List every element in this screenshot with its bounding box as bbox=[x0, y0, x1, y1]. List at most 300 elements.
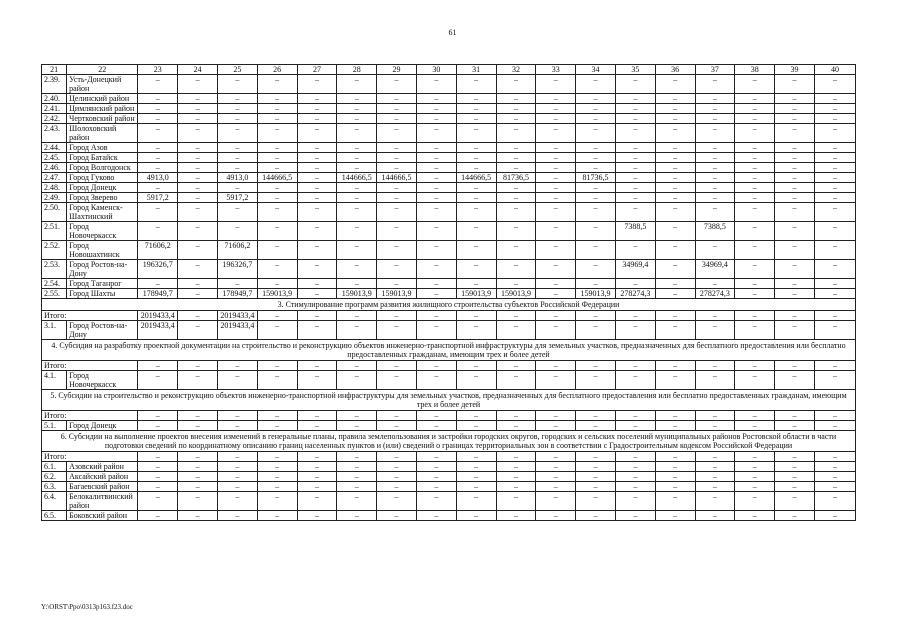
row-number-cell: 2.45. bbox=[42, 153, 67, 163]
value-cell: – bbox=[138, 75, 178, 94]
value-cell: – bbox=[536, 193, 576, 203]
total-value-cell: – bbox=[576, 411, 616, 421]
value-cell: – bbox=[416, 482, 456, 492]
total-value-cell: – bbox=[257, 411, 297, 421]
table-row bbox=[42, 279, 856, 289]
total-value-cell: – bbox=[337, 361, 377, 371]
value-cell: – bbox=[615, 163, 655, 173]
row-number-cell: 2.41. bbox=[42, 104, 67, 114]
value-cell: – bbox=[377, 321, 417, 340]
value-cell: – bbox=[217, 104, 257, 114]
value-cell: – bbox=[735, 124, 775, 143]
row-number-cell: 2.44. bbox=[42, 143, 67, 153]
value-cell: – bbox=[814, 203, 855, 222]
value-cell: 81736,5 bbox=[576, 173, 616, 183]
total-value-cell: – bbox=[775, 452, 815, 462]
value-cell: – bbox=[536, 241, 576, 260]
section-title: 6. Субсидии на выполнение проектов внесения изменений в генеральные планы, правила землепользования и застройки городских округов, городских и сельских поселений муниципальных районов Ростовской области в части подготовки сведений по координатному описанию границ населенных пунктов и (или) сведений о границах территориальных зон в соответствии с Градостроительным кодексом Российской Федерации bbox=[42, 431, 856, 452]
total-value-cell: – bbox=[775, 311, 815, 321]
total-value-cell: – bbox=[337, 452, 377, 462]
value-cell: 4913,0 bbox=[138, 173, 178, 183]
table-row bbox=[42, 421, 856, 431]
value-cell: – bbox=[257, 203, 297, 222]
value-cell: – bbox=[814, 421, 855, 431]
value-cell: – bbox=[257, 511, 297, 521]
value-cell: – bbox=[576, 260, 616, 279]
value-cell: – bbox=[138, 279, 178, 289]
value-cell: – bbox=[337, 193, 377, 203]
row-number-cell: 2.47. bbox=[42, 173, 67, 183]
value-cell: – bbox=[775, 421, 815, 431]
section-header-row bbox=[42, 299, 856, 311]
value-cell: – bbox=[814, 193, 855, 203]
value-cell: – bbox=[735, 260, 775, 279]
value-cell: – bbox=[496, 492, 536, 511]
value-cell: – bbox=[297, 241, 337, 260]
row-number-cell: 6.3. bbox=[42, 482, 67, 492]
value-cell: – bbox=[496, 421, 536, 431]
value-cell: – bbox=[456, 511, 496, 521]
value-cell: – bbox=[775, 462, 815, 472]
value-cell: – bbox=[337, 321, 377, 340]
table-row bbox=[42, 163, 856, 173]
total-row bbox=[42, 411, 856, 421]
value-cell: – bbox=[615, 511, 655, 521]
value-cell: – bbox=[536, 279, 576, 289]
section-title: 3. Стимулирование программ развития жилищного строительства субъектов Российской Федерации bbox=[42, 299, 856, 311]
total-value-cell: – bbox=[377, 361, 417, 371]
value-cell: – bbox=[695, 203, 735, 222]
value-cell: – bbox=[735, 472, 775, 482]
value-cell: – bbox=[695, 153, 735, 163]
value-cell: – bbox=[138, 371, 178, 390]
total-value-cell: – bbox=[695, 411, 735, 421]
value-cell: 159013,9 bbox=[377, 289, 417, 299]
column-header: 28 bbox=[337, 65, 377, 75]
value-cell: – bbox=[178, 193, 218, 203]
budget-table bbox=[41, 64, 856, 521]
value-cell: – bbox=[576, 203, 616, 222]
value-cell: – bbox=[456, 203, 496, 222]
value-cell: – bbox=[695, 114, 735, 124]
value-cell: – bbox=[217, 482, 257, 492]
value-cell: – bbox=[735, 193, 775, 203]
value-cell: 81736,5 bbox=[496, 173, 536, 183]
municipality-name-cell: Азовский район bbox=[67, 462, 138, 472]
value-cell: – bbox=[735, 104, 775, 114]
value-cell: – bbox=[576, 124, 616, 143]
value-cell: – bbox=[456, 114, 496, 124]
table-row bbox=[42, 153, 856, 163]
municipality-name-cell: Шолоховский район bbox=[67, 124, 138, 143]
municipality-name-cell: Город Ростов-на-Дону bbox=[67, 321, 138, 340]
value-cell: – bbox=[496, 241, 536, 260]
section-header-row bbox=[42, 340, 856, 361]
value-cell: – bbox=[814, 94, 855, 104]
section-header-row bbox=[42, 431, 856, 452]
value-cell: 159013,9 bbox=[337, 289, 377, 299]
value-cell: – bbox=[257, 321, 297, 340]
total-value-cell: – bbox=[536, 411, 576, 421]
column-header: 36 bbox=[655, 65, 695, 75]
value-cell: – bbox=[217, 94, 257, 104]
value-cell: – bbox=[178, 124, 218, 143]
total-value-cell: – bbox=[377, 411, 417, 421]
total-value-cell: – bbox=[456, 452, 496, 462]
value-cell: – bbox=[576, 472, 616, 482]
value-cell: – bbox=[775, 124, 815, 143]
value-cell: – bbox=[814, 511, 855, 521]
value-cell: – bbox=[615, 104, 655, 114]
value-cell: – bbox=[536, 371, 576, 390]
row-number-cell: 2.42. bbox=[42, 114, 67, 124]
value-cell: – bbox=[576, 241, 616, 260]
value-cell: – bbox=[178, 241, 218, 260]
value-cell: – bbox=[257, 114, 297, 124]
value-cell: – bbox=[536, 511, 576, 521]
value-cell: – bbox=[297, 492, 337, 511]
value-cell: – bbox=[416, 183, 456, 193]
value-cell: – bbox=[695, 421, 735, 431]
value-cell: – bbox=[178, 94, 218, 104]
value-cell: – bbox=[337, 203, 377, 222]
value-cell: – bbox=[456, 143, 496, 153]
value-cell: – bbox=[735, 94, 775, 104]
value-cell: – bbox=[337, 241, 377, 260]
total-value-cell: – bbox=[536, 361, 576, 371]
value-cell: – bbox=[695, 94, 735, 104]
value-cell: – bbox=[775, 173, 815, 183]
table-row bbox=[42, 511, 856, 521]
row-number-cell: 5.1. bbox=[42, 421, 67, 431]
value-cell: – bbox=[138, 222, 178, 241]
value-cell: – bbox=[655, 511, 695, 521]
total-value-cell: – bbox=[655, 361, 695, 371]
value-cell: – bbox=[416, 511, 456, 521]
column-header-row bbox=[42, 65, 856, 75]
table-row bbox=[42, 143, 856, 153]
municipality-name-cell: Боковский район bbox=[67, 511, 138, 521]
total-value-cell: – bbox=[576, 361, 616, 371]
value-cell: – bbox=[655, 94, 695, 104]
value-cell: – bbox=[814, 163, 855, 173]
value-cell: – bbox=[536, 143, 576, 153]
table-row bbox=[42, 173, 856, 183]
municipality-name-cell: Белокалитвинский район bbox=[67, 492, 138, 511]
value-cell: – bbox=[456, 222, 496, 241]
value-cell: – bbox=[297, 114, 337, 124]
value-cell: – bbox=[297, 173, 337, 183]
value-cell: – bbox=[217, 124, 257, 143]
value-cell: – bbox=[695, 173, 735, 183]
value-cell: – bbox=[655, 124, 695, 143]
value-cell: – bbox=[536, 492, 576, 511]
value-cell: – bbox=[217, 279, 257, 289]
table-row bbox=[42, 124, 856, 143]
value-cell: 178949,7 bbox=[217, 289, 257, 299]
column-header: 35 bbox=[615, 65, 655, 75]
value-cell: – bbox=[496, 472, 536, 482]
column-header: 24 bbox=[178, 65, 218, 75]
value-cell: – bbox=[695, 371, 735, 390]
total-value-cell: 2019433,4 bbox=[217, 311, 257, 321]
value-cell: 278274,3 bbox=[615, 289, 655, 299]
value-cell: – bbox=[775, 183, 815, 193]
row-number-cell: 6.1. bbox=[42, 462, 67, 472]
value-cell: – bbox=[297, 75, 337, 94]
value-cell: – bbox=[456, 371, 496, 390]
row-number-cell: 6.5. bbox=[42, 511, 67, 521]
value-cell: – bbox=[735, 114, 775, 124]
value-cell: – bbox=[297, 260, 337, 279]
total-value-cell: – bbox=[695, 311, 735, 321]
value-cell: – bbox=[377, 511, 417, 521]
value-cell: – bbox=[257, 260, 297, 279]
row-number-cell: 6.4. bbox=[42, 492, 67, 511]
value-cell: – bbox=[576, 153, 616, 163]
value-cell: – bbox=[576, 94, 616, 104]
row-number-cell: 2.46. bbox=[42, 163, 67, 173]
value-cell: – bbox=[416, 279, 456, 289]
total-value-cell: – bbox=[576, 311, 616, 321]
total-value-cell: – bbox=[217, 452, 257, 462]
column-header: 27 bbox=[297, 65, 337, 75]
value-cell: – bbox=[337, 279, 377, 289]
total-value-cell: – bbox=[377, 311, 417, 321]
value-cell: – bbox=[496, 482, 536, 492]
value-cell: – bbox=[297, 511, 337, 521]
total-value-cell: – bbox=[576, 452, 616, 462]
value-cell: – bbox=[536, 153, 576, 163]
column-header: 39 bbox=[775, 65, 815, 75]
value-cell: – bbox=[775, 482, 815, 492]
table-row bbox=[42, 114, 856, 124]
value-cell: – bbox=[257, 104, 297, 114]
value-cell: – bbox=[695, 163, 735, 173]
value-cell: – bbox=[615, 94, 655, 104]
municipality-name-cell: Город Каменск-Шахтинский bbox=[67, 203, 138, 222]
total-value-cell: – bbox=[178, 311, 218, 321]
value-cell: – bbox=[178, 421, 218, 431]
column-header: 33 bbox=[536, 65, 576, 75]
value-cell: – bbox=[297, 193, 337, 203]
value-cell: – bbox=[655, 289, 695, 299]
value-cell: – bbox=[655, 241, 695, 260]
total-value-cell: – bbox=[536, 311, 576, 321]
value-cell: – bbox=[456, 94, 496, 104]
value-cell: – bbox=[496, 279, 536, 289]
value-cell: – bbox=[615, 75, 655, 94]
value-cell: – bbox=[496, 260, 536, 279]
value-cell: – bbox=[775, 153, 815, 163]
column-header: 37 bbox=[695, 65, 735, 75]
value-cell: – bbox=[615, 173, 655, 183]
column-header: 34 bbox=[576, 65, 616, 75]
value-cell: – bbox=[297, 321, 337, 340]
value-cell: – bbox=[416, 241, 456, 260]
table-row bbox=[42, 472, 856, 482]
value-cell: – bbox=[217, 472, 257, 482]
row-number-cell: 2.48. bbox=[42, 183, 67, 193]
value-cell: – bbox=[814, 114, 855, 124]
value-cell: – bbox=[496, 75, 536, 94]
value-cell: – bbox=[456, 153, 496, 163]
value-cell: – bbox=[536, 114, 576, 124]
value-cell: – bbox=[178, 462, 218, 472]
value-cell: – bbox=[297, 183, 337, 193]
value-cell: – bbox=[297, 279, 337, 289]
row-number-cell: 2.54. bbox=[42, 279, 67, 289]
value-cell: – bbox=[695, 183, 735, 193]
value-cell: – bbox=[775, 321, 815, 340]
value-cell: – bbox=[416, 260, 456, 279]
value-cell: – bbox=[257, 371, 297, 390]
total-value-cell: – bbox=[615, 411, 655, 421]
value-cell: – bbox=[257, 241, 297, 260]
value-cell: – bbox=[735, 241, 775, 260]
column-header: 30 bbox=[416, 65, 456, 75]
value-cell: – bbox=[217, 143, 257, 153]
value-cell: – bbox=[297, 472, 337, 482]
value-cell: – bbox=[257, 94, 297, 104]
value-cell: – bbox=[456, 193, 496, 203]
value-cell: – bbox=[377, 241, 417, 260]
value-cell: – bbox=[735, 511, 775, 521]
value-cell: – bbox=[416, 472, 456, 482]
value-cell: – bbox=[496, 371, 536, 390]
value-cell: – bbox=[655, 143, 695, 153]
value-cell: – bbox=[416, 193, 456, 203]
value-cell: – bbox=[695, 321, 735, 340]
value-cell: – bbox=[138, 421, 178, 431]
value-cell: – bbox=[178, 482, 218, 492]
row-number-cell: 2.40. bbox=[42, 94, 67, 104]
value-cell: – bbox=[576, 163, 616, 173]
total-value-cell: – bbox=[655, 452, 695, 462]
value-cell: – bbox=[377, 492, 417, 511]
value-cell: – bbox=[735, 153, 775, 163]
value-cell: – bbox=[138, 511, 178, 521]
value-cell: – bbox=[536, 472, 576, 482]
value-cell: – bbox=[138, 472, 178, 482]
value-cell: – bbox=[536, 104, 576, 114]
value-cell: – bbox=[496, 321, 536, 340]
table-row bbox=[42, 371, 856, 390]
value-cell: – bbox=[775, 163, 815, 173]
value-cell: – bbox=[138, 492, 178, 511]
total-value-cell: – bbox=[416, 452, 456, 462]
value-cell: – bbox=[496, 193, 536, 203]
municipality-name-cell: Город Азов bbox=[67, 143, 138, 153]
value-cell: – bbox=[775, 289, 815, 299]
value-cell: – bbox=[655, 222, 695, 241]
value-cell: – bbox=[814, 75, 855, 94]
total-value-cell: – bbox=[217, 361, 257, 371]
value-cell: – bbox=[337, 124, 377, 143]
value-cell: – bbox=[416, 163, 456, 173]
column-header: 38 bbox=[735, 65, 775, 75]
value-cell: – bbox=[297, 163, 337, 173]
value-cell: – bbox=[416, 222, 456, 241]
value-cell: – bbox=[496, 203, 536, 222]
value-cell: – bbox=[456, 482, 496, 492]
total-value-cell: – bbox=[456, 361, 496, 371]
value-cell: – bbox=[217, 183, 257, 193]
value-cell: – bbox=[138, 124, 178, 143]
total-label: Итого: bbox=[42, 311, 138, 321]
total-value-cell: – bbox=[814, 311, 855, 321]
value-cell: – bbox=[536, 203, 576, 222]
value-cell: – bbox=[695, 279, 735, 289]
column-header: 31 bbox=[456, 65, 496, 75]
value-cell: – bbox=[178, 183, 218, 193]
value-cell: – bbox=[337, 104, 377, 114]
total-value-cell: – bbox=[178, 411, 218, 421]
municipality-name-cell: Цимлянский район bbox=[67, 104, 138, 114]
value-cell: – bbox=[655, 173, 695, 183]
row-number-cell: 2.51. bbox=[42, 222, 67, 241]
value-cell: – bbox=[655, 279, 695, 289]
value-cell: – bbox=[377, 371, 417, 390]
value-cell: – bbox=[337, 260, 377, 279]
value-cell: – bbox=[377, 203, 417, 222]
value-cell: – bbox=[655, 371, 695, 390]
table-row bbox=[42, 260, 856, 279]
table-row bbox=[42, 203, 856, 222]
value-cell: – bbox=[576, 371, 616, 390]
value-cell: – bbox=[655, 183, 695, 193]
value-cell: – bbox=[217, 75, 257, 94]
total-value-cell: – bbox=[695, 361, 735, 371]
value-cell: – bbox=[814, 472, 855, 482]
value-cell: – bbox=[576, 421, 616, 431]
value-cell: – bbox=[456, 183, 496, 193]
value-cell: 34969,4 bbox=[615, 260, 655, 279]
value-cell: – bbox=[576, 321, 616, 340]
value-cell: – bbox=[178, 75, 218, 94]
total-value-cell: – bbox=[178, 452, 218, 462]
municipality-name-cell: Чертковский район bbox=[67, 114, 138, 124]
value-cell: – bbox=[178, 114, 218, 124]
municipality-name-cell: Город Волгодонск bbox=[67, 163, 138, 173]
value-cell: – bbox=[496, 462, 536, 472]
value-cell: – bbox=[775, 371, 815, 390]
table-row bbox=[42, 183, 856, 193]
value-cell: – bbox=[735, 183, 775, 193]
municipality-name-cell: Аксайский район bbox=[67, 472, 138, 482]
value-cell: – bbox=[257, 482, 297, 492]
column-header: 29 bbox=[377, 65, 417, 75]
value-cell: – bbox=[416, 421, 456, 431]
value-cell: – bbox=[775, 472, 815, 482]
value-cell: – bbox=[655, 163, 695, 173]
total-value-cell: – bbox=[695, 452, 735, 462]
value-cell: – bbox=[814, 492, 855, 511]
municipality-name-cell: Город Шахты bbox=[67, 289, 138, 299]
value-cell: – bbox=[775, 203, 815, 222]
value-cell: – bbox=[536, 321, 576, 340]
value-cell: – bbox=[377, 462, 417, 472]
value-cell: 159013,9 bbox=[576, 289, 616, 299]
value-cell: – bbox=[496, 94, 536, 104]
value-cell: – bbox=[735, 289, 775, 299]
value-cell: – bbox=[655, 482, 695, 492]
value-cell: – bbox=[576, 75, 616, 94]
value-cell: – bbox=[416, 104, 456, 114]
value-cell: – bbox=[615, 321, 655, 340]
value-cell: – bbox=[416, 321, 456, 340]
value-cell: – bbox=[655, 114, 695, 124]
